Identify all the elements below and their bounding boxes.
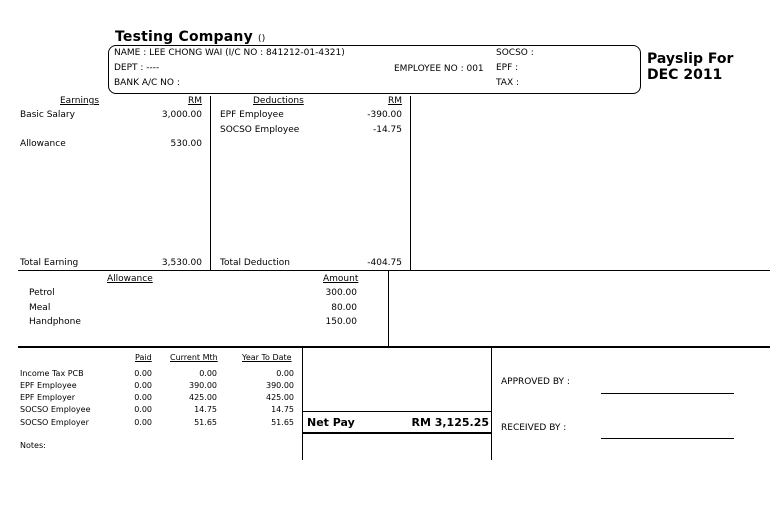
deductions-rm-header: RM <box>388 96 403 106</box>
contribution-row-current: 0.00 <box>199 369 217 378</box>
deduction-amount: -14.75 <box>372 125 402 135</box>
netpay-box-top <box>302 411 492 412</box>
contribution-row-label: Income Tax PCB <box>20 369 84 378</box>
employee-bank: BANK A/C NO : <box>114 78 180 88</box>
contribution-row-paid: 0.00 <box>134 393 152 402</box>
allowance-item-label: Petrol <box>29 288 55 298</box>
deduction-label: EPF Employee <box>220 110 284 120</box>
earning-amount: 3,000.00 <box>161 110 202 120</box>
payslip-period: DEC 2011 <box>647 67 723 83</box>
contribution-row-current: 51.65 <box>194 418 217 427</box>
deduction-amount: -390.00 <box>367 110 402 120</box>
total-earning-label: Total Earning <box>20 258 79 268</box>
deductions-divider <box>410 96 411 270</box>
allowance-item-label: Handphone <box>29 317 81 327</box>
approved-by-label: APPROVED BY : <box>501 377 570 387</box>
approved-by-signature-line <box>601 393 734 394</box>
contribution-row-paid: 0.00 <box>134 405 152 414</box>
notes-label: Notes: <box>20 441 46 450</box>
contribution-row-label: SOCSO Employer <box>20 418 89 427</box>
netpay-box-right <box>491 348 492 460</box>
contribution-row-label: SOCSO Employee <box>20 405 91 414</box>
payslip-title-line1: Payslip For <box>647 51 734 67</box>
earnings-divider <box>210 96 211 270</box>
col-header-ytd: Year To Date <box>242 353 292 362</box>
section-divider-2 <box>18 346 770 348</box>
socso-number: SOCSO : <box>496 48 534 58</box>
net-pay-label: Net Pay <box>307 416 355 429</box>
epf-number: EPF : <box>496 63 519 73</box>
employee-name-line: NAME : LEE CHONG WAI (I/C NO : 841212-01-4321) <box>114 48 345 58</box>
allowance-item-amount: 300.00 <box>325 288 357 298</box>
earnings-rm-header: RM <box>188 96 203 106</box>
net-pay-value: RM 3,125.25 <box>411 416 489 429</box>
allowance-item-amount: 150.00 <box>325 317 357 327</box>
company-name-text: Testing Company <box>115 29 253 45</box>
earning-amount: 530.00 <box>170 139 202 149</box>
contribution-row-current: 390.00 <box>189 381 217 390</box>
netpay-box-left <box>302 348 303 460</box>
received-by-label: RECEIVED BY : <box>501 423 567 433</box>
total-earning-amount: 3,530.00 <box>161 258 202 268</box>
contribution-row-ytd: 0.00 <box>276 369 294 378</box>
contribution-row-ytd: 14.75 <box>271 405 294 414</box>
contribution-row-paid: 0.00 <box>134 369 152 378</box>
col-header-paid: Paid <box>135 353 152 362</box>
contribution-row-ytd: 425.00 <box>266 393 294 402</box>
total-deduction-amount: -404.75 <box>367 258 402 268</box>
employee-number: EMPLOYEE NO : 001 <box>394 64 484 74</box>
company-name <box>115 29 265 45</box>
col-header-current: Current Mth <box>170 353 218 362</box>
contribution-row-label: EPF Employee <box>20 381 77 390</box>
contribution-row-ytd: 51.65 <box>271 418 294 427</box>
allowance-header: Allowance <box>107 274 153 284</box>
earning-label: Basic Salary <box>20 110 75 120</box>
company-suffix: () <box>258 34 266 44</box>
contribution-row-current: 425.00 <box>189 393 217 402</box>
total-deduction-label: Total Deduction <box>220 258 290 268</box>
section-divider-1 <box>18 270 770 271</box>
contribution-row-paid: 0.00 <box>134 418 152 427</box>
contribution-row-current: 14.75 <box>194 405 217 414</box>
tax-number: TAX : <box>496 78 520 88</box>
deductions-header: Deductions <box>253 96 304 106</box>
contribution-row-ytd: 390.00 <box>266 381 294 390</box>
allowance-item-amount: 80.00 <box>331 303 357 313</box>
earning-label: Allowance <box>20 139 66 149</box>
allowance-divider <box>388 270 389 347</box>
earnings-header: Earnings <box>60 96 100 106</box>
netpay-box-bottom <box>302 432 492 434</box>
payslip-title <box>647 51 733 83</box>
allowance-item-label: Meal <box>29 303 51 313</box>
contribution-row-paid: 0.00 <box>134 381 152 390</box>
allowance-amount-header: Amount <box>323 274 359 284</box>
deduction-label: SOCSO Employee <box>220 125 300 135</box>
employee-dept: DEPT : ---- <box>114 63 160 73</box>
received-by-signature-line <box>601 438 734 439</box>
contribution-row-label: EPF Employer <box>20 393 76 402</box>
